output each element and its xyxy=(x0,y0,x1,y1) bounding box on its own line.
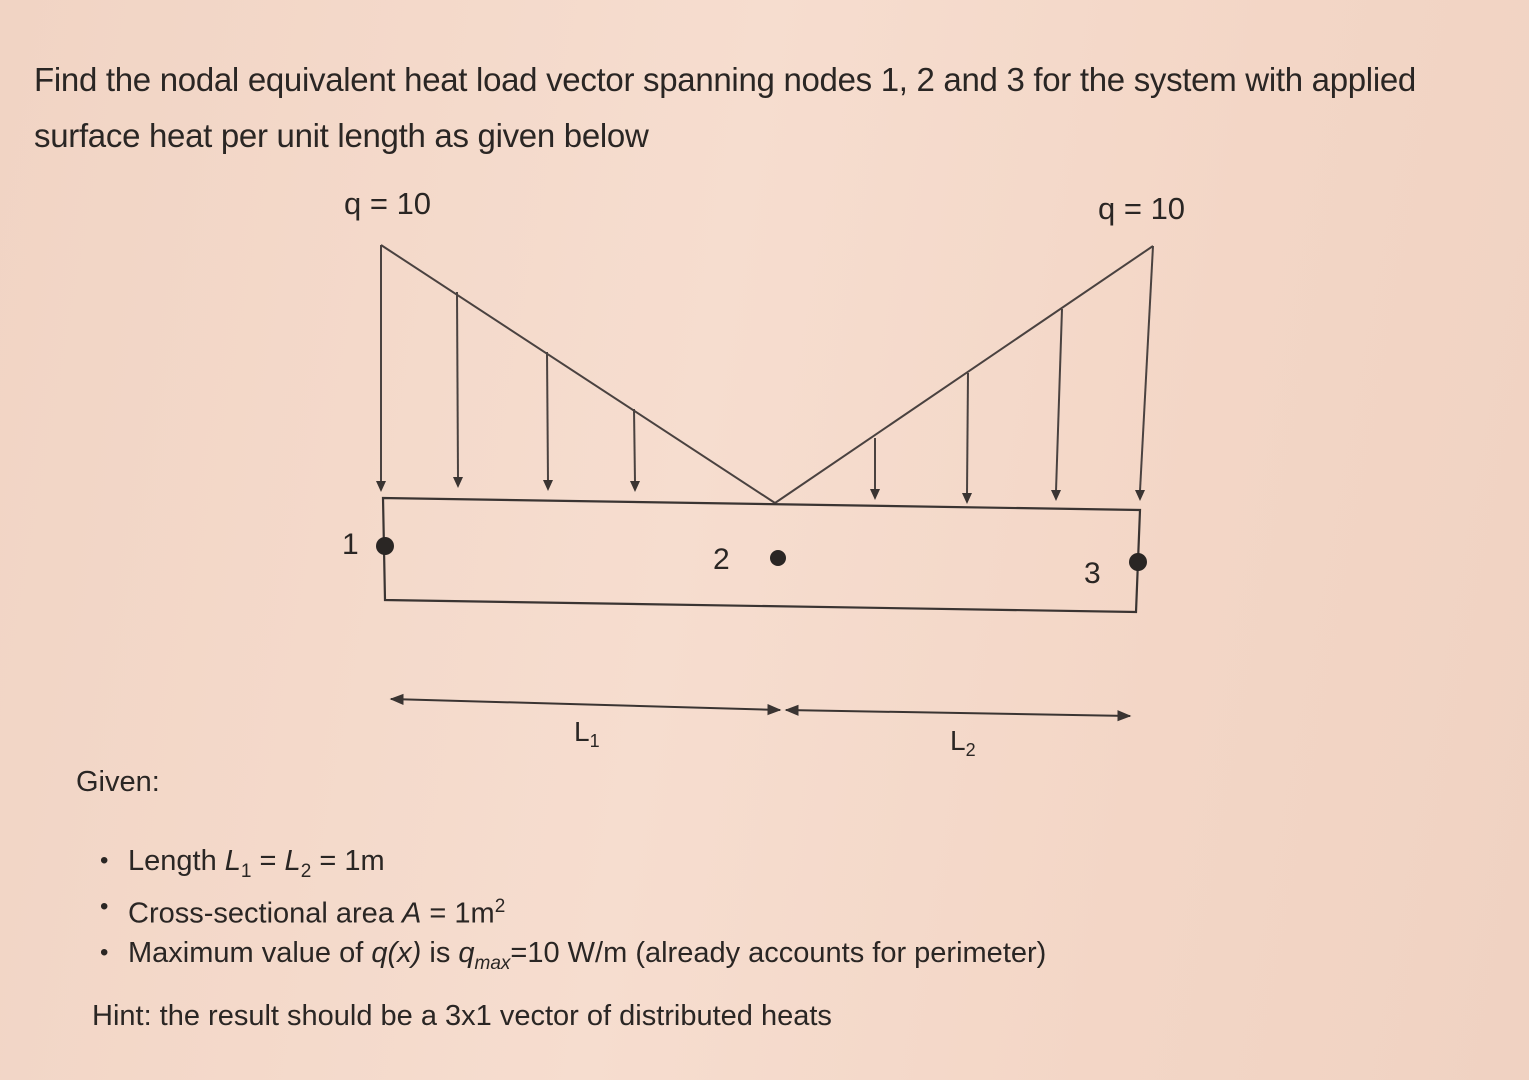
length-l1-letter: L xyxy=(574,716,590,747)
node-2-label: 2 xyxy=(713,543,730,576)
node-3-dot xyxy=(1129,553,1147,571)
given-area-sup: 2 xyxy=(494,896,506,917)
given-label: Given: xyxy=(76,766,160,798)
given-qmax-prefix: Maximum value of xyxy=(128,937,372,969)
node-2-dot xyxy=(770,550,786,566)
given-qmax-var: q xyxy=(458,937,475,969)
given-area-var: A xyxy=(402,897,422,930)
load-arrow xyxy=(547,352,548,481)
given-length-suffix: = 1m xyxy=(311,845,385,877)
given-length-l2: L xyxy=(284,845,301,877)
load-arrow-head xyxy=(962,493,972,504)
length-l1-subscript: 1 xyxy=(589,731,600,751)
rod-body xyxy=(383,498,1140,612)
given-area-prefix: Cross-sectional area xyxy=(128,897,402,930)
load-arrow-head xyxy=(543,480,553,491)
length-l2-dimension xyxy=(786,710,1130,716)
given-qmax-fn: q(x) xyxy=(371,937,422,969)
q-left-label: q = 10 xyxy=(344,186,432,221)
given-item-length xyxy=(100,838,1046,884)
load-arrow xyxy=(457,292,458,478)
given-length-l2-sub: 2 xyxy=(300,860,312,882)
load-arrows xyxy=(376,245,1153,504)
load-arrow-head xyxy=(630,481,640,492)
given-qmax-suffix: =10 W/m (already accounts for perimeter) xyxy=(510,937,1047,969)
given-length-mid: = xyxy=(251,845,285,877)
load-arrow xyxy=(967,373,968,494)
load-arrow-head xyxy=(870,489,880,500)
length-l2-letter: L xyxy=(950,725,966,756)
given-length-prefix: Length xyxy=(128,845,225,877)
load-arrow xyxy=(1056,309,1062,491)
q-right-label: q = 10 xyxy=(1098,191,1186,226)
node-1-dot xyxy=(376,537,394,555)
given-qmax-mid: is xyxy=(421,937,459,969)
given-item-area xyxy=(100,884,1046,930)
load-arrow-head xyxy=(1051,490,1061,501)
length-l1-label xyxy=(574,716,600,751)
given-item-qmax xyxy=(100,930,1046,976)
load-arrow xyxy=(1140,246,1153,491)
length-l2-subscript: 2 xyxy=(965,740,976,760)
length-l2-label xyxy=(950,725,976,760)
node-2 xyxy=(713,543,786,576)
load-arrow xyxy=(634,409,635,482)
given-qmax-sub: max xyxy=(474,952,511,974)
question-line-2: surface heat per unit length as given below xyxy=(34,117,649,154)
node-1-label: 1 xyxy=(342,528,359,561)
question-line-1: Find the nodal equivalent heat load vector spanning nodes 1, 2 and 3 for the system with applied xyxy=(34,61,1416,98)
given-list xyxy=(100,838,1046,976)
length-l1-dimension xyxy=(391,699,780,710)
hint-text: Hint: the result should be a 3x1 vector of distributed heats xyxy=(92,1000,832,1032)
load-arrow-head xyxy=(453,477,463,488)
given-length-l1: L xyxy=(224,845,241,877)
heat-load-envelope xyxy=(381,245,1153,503)
load-arrow-head xyxy=(1135,490,1145,501)
given-length-l1-sub: 1 xyxy=(240,860,252,882)
load-arrow-head xyxy=(376,481,386,492)
given-area-mid: = 1m xyxy=(421,897,495,930)
node-1 xyxy=(342,528,394,561)
node-3-label: 3 xyxy=(1084,557,1101,590)
